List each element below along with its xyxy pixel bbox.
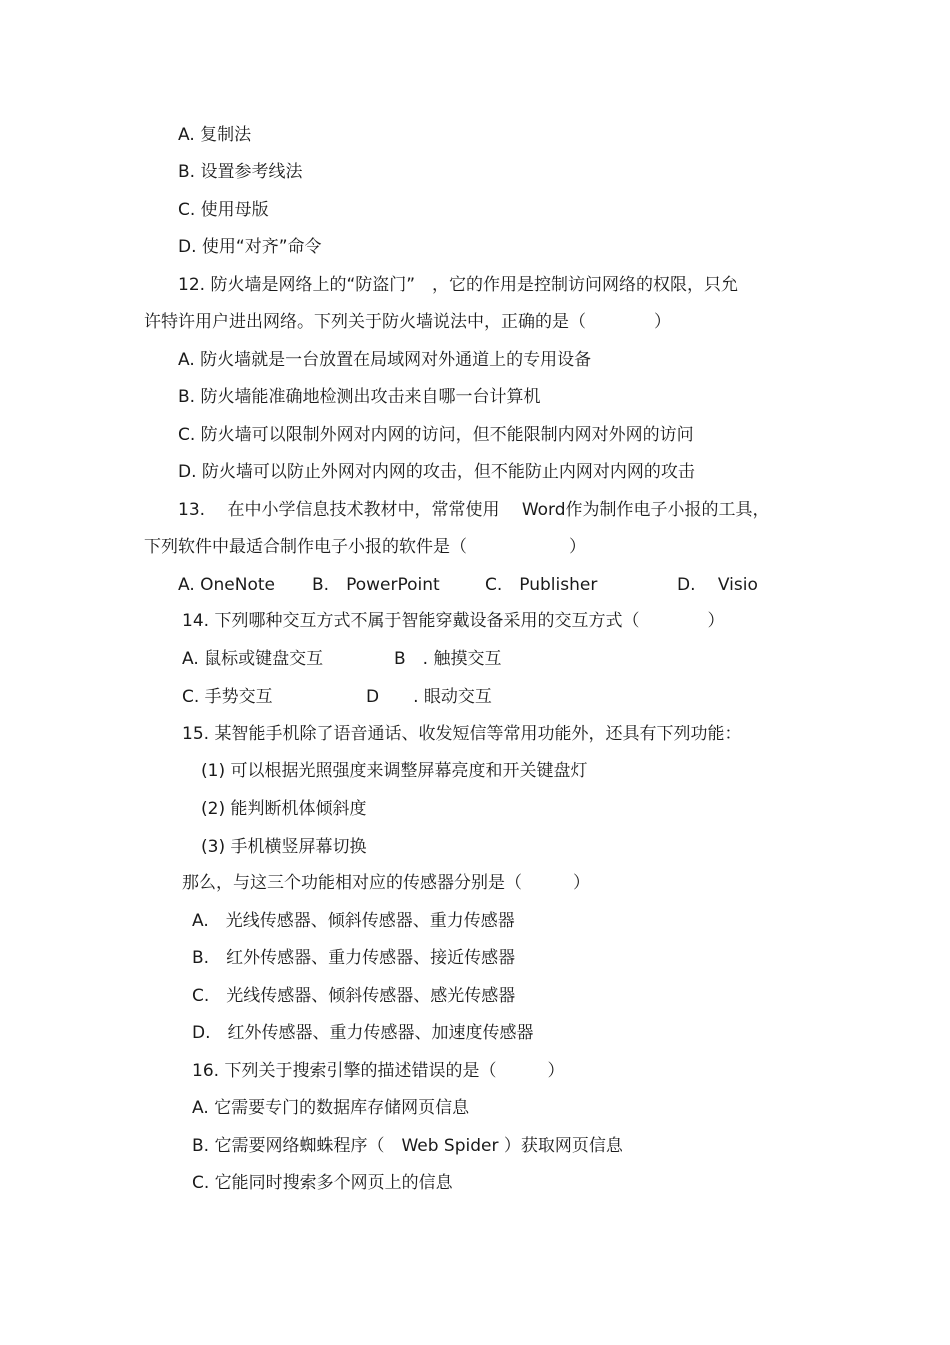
q14-option-a: A. 鼠标或键盘交互 [182, 649, 324, 669]
q13-option-d: D. Visio [677, 575, 758, 595]
q16-option-c: C. 它能同时搜索多个网页上的信息 [192, 1173, 453, 1193]
q13-option-a: A. OneNote [178, 575, 275, 595]
q11-option-c: C. 使用母版 [178, 200, 269, 220]
q16-option-b: B. 它需要网络蜘蛛程序（ Web Spider ）获取网页信息 [192, 1136, 623, 1156]
q11-option-d: D. 使用“对齐”命令 [178, 237, 322, 257]
q14-option-d: D . 眼动交互 [366, 687, 492, 707]
q13-stem-line1: 13. 在中小学信息技术教材中，常常使用 Word作为制作电子小报的工具， [178, 500, 770, 520]
q15-feature-2: (2) 能判断机体倾斜度 [201, 799, 367, 819]
q13-option-c: C. Publisher [485, 575, 598, 595]
q15-option-c: C. 光线传感器、倾斜传感器、感光传感器 [192, 986, 516, 1006]
q15-stem: 15. 某智能手机除了语音通话、收发短信等常用功能外，还具有下列功能： [182, 724, 742, 744]
q12-option-c: C. 防火墙可以限制外网对内网的访问，但不能限制内网对外网的访问 [178, 425, 694, 445]
q15-option-b: B. 红外传感器、重力传感器、接近传感器 [192, 948, 516, 968]
q15-feature-3: (3) 手机横竖屏幕切换 [201, 837, 367, 857]
q12-option-b: B. 防火墙能准确地检测出攻击来自哪一台计算机 [178, 387, 541, 407]
q12-stem-line2: 许特许用户进出网络。下列关于防火墙说法中，正确的是（ ） [144, 312, 671, 332]
q12-option-a: A. 防火墙就是一台放置在局域网对外通道上的专用设备 [178, 350, 592, 370]
q15-feature-1: (1) 可以根据光照强度来调整屏幕亮度和开关键盘灯 [201, 761, 588, 781]
q12-option-d: D. 防火墙可以防止外网对内网的攻击，但不能防止内网对内网的攻击 [178, 462, 695, 482]
q14-option-b: B . 触摸交互 [394, 649, 502, 669]
q11-option-a: A. 复制法 [178, 125, 252, 145]
q13-stem-line2: 下列软件中最适合制作电子小报的软件是（ ） [144, 537, 586, 557]
q12-stem-line1: 12. 防火墙是网络上的“防盗门” ，它的作用是控制访问网络的权限，只允 [178, 275, 739, 295]
q14-stem: 14. 下列哪种交互方式不属于智能穿戴设备采用的交互方式（ ） [182, 611, 725, 631]
q16-option-a: A. 它需要专门的数据库存储网页信息 [192, 1098, 470, 1118]
q14-option-c: C. 手势交互 [182, 687, 273, 707]
q15-option-a: A. 光线传感器、倾斜传感器、重力传感器 [192, 911, 515, 931]
q13-option-b: B. PowerPoint [312, 575, 440, 595]
q15-option-d: D. 红外传感器、重力传感器、加速度传感器 [192, 1023, 534, 1043]
q11-option-b: B. 设置参考线法 [178, 162, 303, 182]
q16-stem: 16. 下列关于搜索引擎的描述错误的是（ ） [192, 1061, 565, 1081]
q15-prompt: 那么，与这三个功能相对应的传感器分别是（ ） [182, 873, 590, 893]
